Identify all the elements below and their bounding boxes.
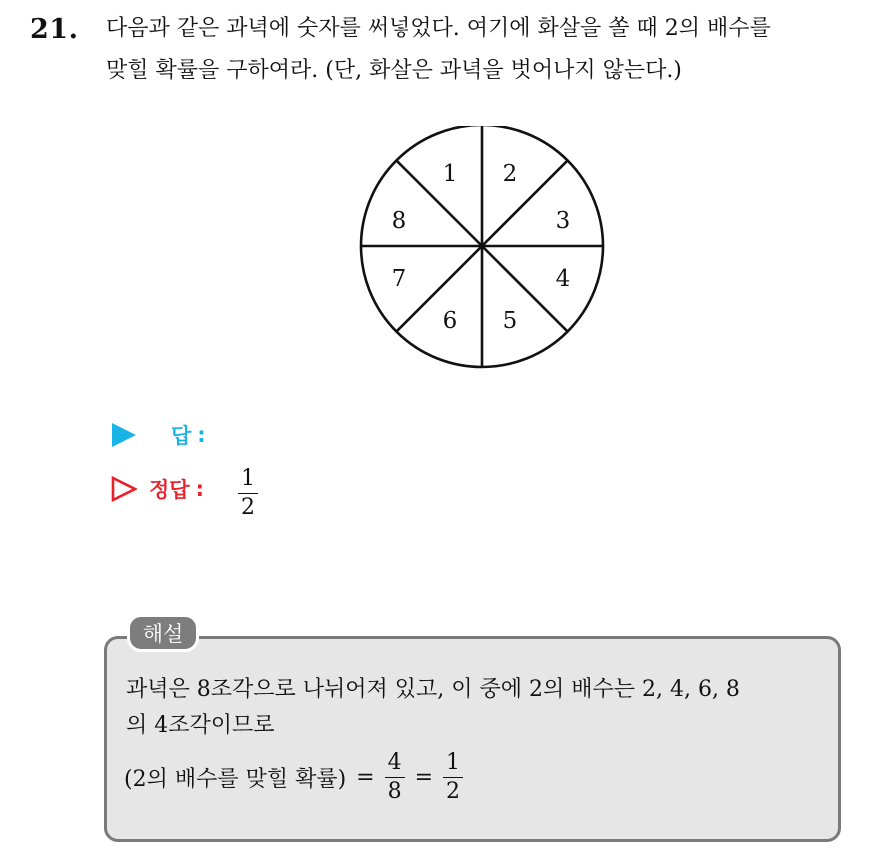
target-svg <box>358 126 606 374</box>
correct-answer-row <box>111 474 204 504</box>
fraction-1-numerator: 4 <box>387 750 402 775</box>
target-diagram <box>358 126 606 374</box>
correct-answer-denominator: 2 <box>241 495 255 520</box>
answer-label: 답 <box>171 424 192 448</box>
equation-left: (2의 배수를 맞힐 확률) <box>124 767 347 792</box>
equals-sign: = <box>414 765 434 790</box>
solution-tab: 해설 <box>127 614 199 652</box>
solution-equation <box>124 752 463 803</box>
equation-fraction-1 <box>385 752 405 803</box>
correct-answer-fraction <box>238 468 258 519</box>
problem-text-line1: 다음과 같은 과녁에 숫자를 써넣었다. 여기에 화살을 쏠 때 2의 배수를 <box>106 16 771 41</box>
correct-answer-colon: : <box>195 477 204 501</box>
equals-sign: = <box>356 765 375 790</box>
segment-label-5: 5 <box>502 308 518 334</box>
fraction-2-numerator: 1 <box>446 750 461 775</box>
segment-label-7: 7 <box>391 266 407 292</box>
problem-text-line2: 맞힐 확률을 구하여라. (단, 화살은 과녁을 벗어나지 않는다.) <box>106 58 682 83</box>
fraction-bar <box>238 493 258 494</box>
segment-label-2: 2 <box>502 161 518 187</box>
fraction-2-denominator: 2 <box>446 779 461 804</box>
outline-triangle-icon <box>111 476 137 502</box>
equation-fraction-2 <box>443 752 463 803</box>
fraction-bar <box>385 777 405 778</box>
segment-label-6: 6 <box>442 308 458 334</box>
filled-triangle-icon <box>111 422 137 448</box>
segment-label-1: 1 <box>442 161 458 187</box>
solution-text-line1: 과녁은 8조각으로 나뉘어져 있고, 이 중에 2의 배수는 2, 4, 6, 8 <box>126 677 740 702</box>
fraction-1-denominator: 8 <box>387 779 402 804</box>
correct-answer-numerator: 1 <box>241 466 255 491</box>
solution-text-line2: 의 4조각이므로 <box>126 713 275 738</box>
segment-label-3: 3 <box>555 208 571 234</box>
correct-answer-label: 정답 <box>149 478 190 502</box>
fraction-bar <box>443 777 463 778</box>
segment-label-4: 4 <box>555 266 571 292</box>
segment-label-8: 8 <box>391 208 407 234</box>
answer-blank-row <box>111 420 206 450</box>
problem-number: 21. <box>30 14 79 45</box>
answer-colon: : <box>197 423 206 447</box>
